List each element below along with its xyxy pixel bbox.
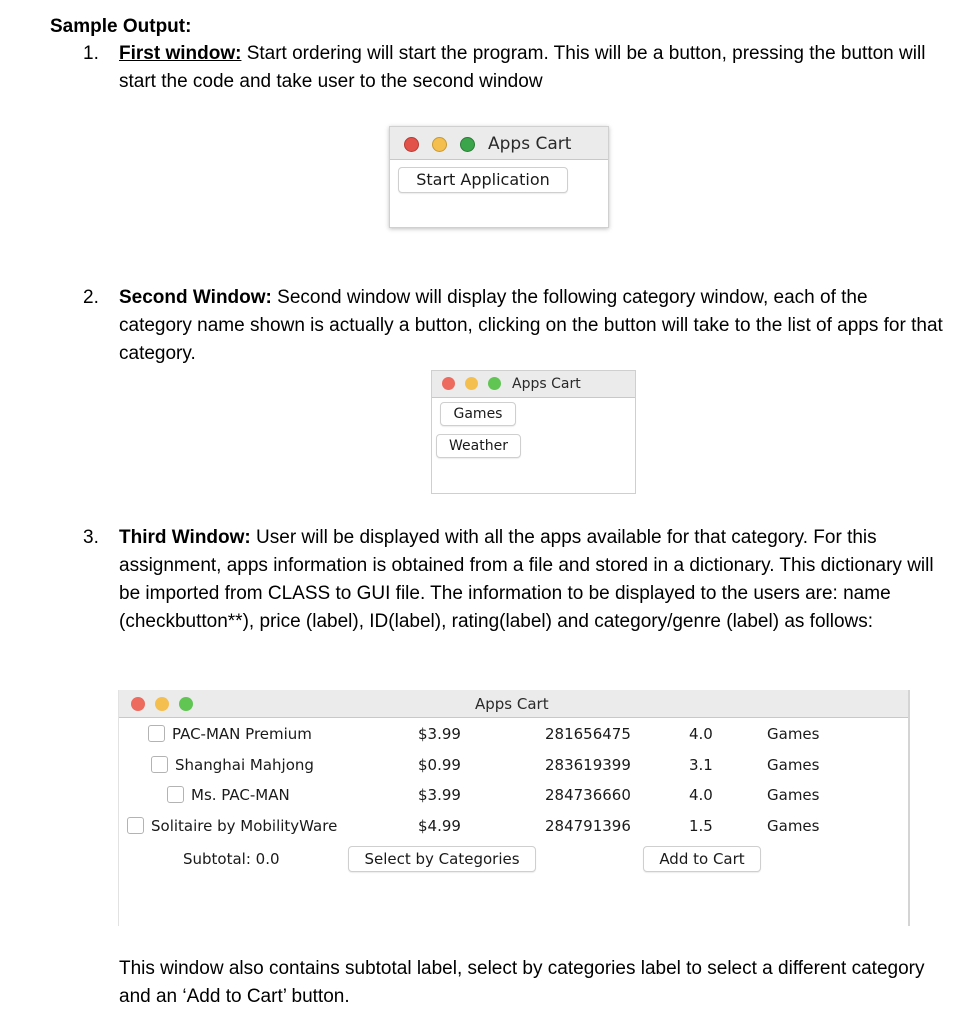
app-checkbox[interactable] [167, 786, 184, 803]
minimize-icon[interactable] [465, 377, 478, 390]
start-application-button[interactable]: Start Application [398, 167, 568, 193]
document-heading: Sample Output: [50, 16, 192, 37]
app-price: $3.99 [418, 786, 461, 804]
minimize-icon[interactable] [432, 137, 447, 152]
app-id: 284791396 [545, 817, 631, 835]
window-title: Apps Cart [512, 376, 581, 392]
app-rating: 1.5 [689, 817, 713, 835]
games-category-button[interactable]: Games [440, 402, 516, 426]
app-category: Games [767, 786, 820, 804]
second-window [431, 370, 636, 494]
zoom-icon[interactable] [460, 137, 475, 152]
app-rating: 4.0 [689, 786, 713, 804]
window-title: Apps Cart [475, 695, 549, 713]
closing-note: This window also contains subtotal label, select by categories label to select a different category and an ‘Add to Cart’ button. [119, 958, 925, 1007]
first-window [389, 126, 609, 228]
item-number: 3. [83, 527, 99, 548]
window-title: Apps Cart [488, 134, 572, 154]
item-number: 1. [83, 43, 99, 64]
close-icon[interactable] [131, 697, 145, 711]
app-name[interactable]: Solitaire by MobilityWare [151, 817, 338, 835]
third-window [118, 690, 910, 926]
window-titlebar [119, 690, 908, 718]
close-icon[interactable] [404, 137, 419, 152]
item-lead: Second Window: [119, 287, 272, 308]
instruction-item-2 [83, 284, 943, 368]
item-lead: Third Window: [119, 527, 251, 548]
app-category: Games [767, 725, 820, 743]
item-text: Start ordering will start the program. This will be a button, pressing the button will start the code and take user to the second window [119, 43, 926, 92]
app-price: $3.99 [418, 725, 461, 743]
app-rating: 3.1 [689, 756, 713, 774]
app-id: 284736660 [545, 786, 631, 804]
app-id: 283619399 [545, 756, 631, 774]
app-category: Games [767, 817, 820, 835]
subtotal-label: Subtotal: 0.0 [183, 850, 280, 868]
instruction-item-1 [83, 40, 943, 96]
app-name[interactable]: Ms. PAC-MAN [191, 786, 290, 804]
app-checkbox[interactable] [148, 725, 165, 742]
window-titlebar [432, 371, 635, 398]
app-category: Games [767, 756, 820, 774]
app-price: $0.99 [418, 756, 461, 774]
item-text: Second window will display the following category window, each of the category name shown is actually a button, clicking on the button will take to the list of apps for that category. [119, 287, 943, 364]
select-by-categories-button[interactable]: Select by Categories [348, 846, 536, 872]
weather-category-button[interactable]: Weather [436, 434, 521, 458]
app-name[interactable]: PAC-MAN Premium [172, 725, 312, 743]
item-number: 2. [83, 287, 99, 308]
item-lead: First window: [119, 43, 242, 64]
app-checkbox[interactable] [151, 756, 168, 773]
app-price: $4.99 [418, 817, 461, 835]
minimize-icon[interactable] [155, 697, 169, 711]
zoom-icon[interactable] [488, 377, 501, 390]
app-id: 281656475 [545, 725, 631, 743]
app-name[interactable]: Shanghai Mahjong [175, 756, 314, 774]
window-titlebar [390, 127, 608, 160]
zoom-icon[interactable] [179, 697, 193, 711]
close-icon[interactable] [442, 377, 455, 390]
add-to-cart-button[interactable]: Add to Cart [643, 846, 761, 872]
instruction-item-3 [83, 524, 943, 636]
app-checkbox[interactable] [127, 817, 144, 834]
item-text: User will be displayed with all the apps available for that category. For this assignment, apps information is obtained from a file and stored in a dictionary. This dictionary will be imported from CLASS to GUI file. The information to be displayed to the users are: name (checkbutton**), price (label), ID(label), rating(label) and category/genre (label) as follows: [119, 527, 934, 632]
app-rating: 4.0 [689, 725, 713, 743]
